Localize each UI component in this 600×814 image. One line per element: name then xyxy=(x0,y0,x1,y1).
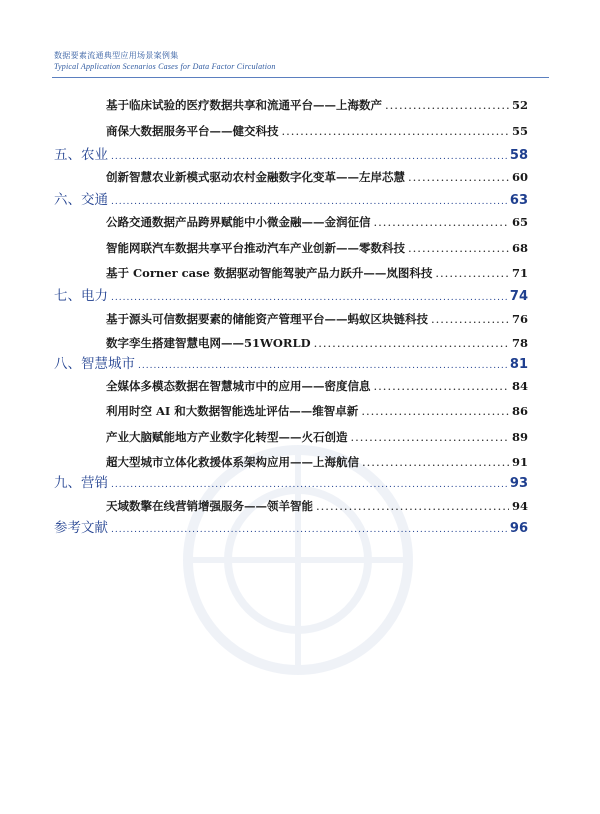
toc-section[interactable] xyxy=(54,143,528,163)
toc-page-number: 89 xyxy=(511,430,528,444)
toc-page-number: 76 xyxy=(511,312,528,326)
toc-entry[interactable] xyxy=(106,265,528,281)
toc-page-number: 71 xyxy=(511,266,528,280)
toc-entry-title: 基于 Corner case 数据驱动智能驾驶产品力跃升——岚图科技 xyxy=(106,266,433,280)
toc-page-number: 93 xyxy=(509,476,528,491)
header-title-cn: 数据要素流通典型应用场景案例集 xyxy=(54,51,179,60)
toc-section-title: 七、电力 xyxy=(54,288,108,304)
toc-page-number: 58 xyxy=(509,148,528,163)
toc-section-title: 参考文献 xyxy=(54,520,108,536)
toc-page-number: 78 xyxy=(511,336,528,350)
toc-entry[interactable] xyxy=(106,429,528,445)
toc-section-title: 九、营销 xyxy=(54,475,108,491)
toc-section[interactable] xyxy=(54,284,528,304)
leader-dots xyxy=(385,98,509,112)
toc-section-title: 五、农业 xyxy=(54,147,108,163)
toc-entry[interactable] xyxy=(106,378,528,394)
toc-page-number: 52 xyxy=(511,98,528,112)
toc-page-number: 55 xyxy=(511,124,528,138)
toc-entry[interactable] xyxy=(106,454,528,470)
leader-dots xyxy=(111,525,507,535)
toc-page-number: 96 xyxy=(509,521,528,536)
leader-dots xyxy=(435,266,509,280)
toc-page-number: 94 xyxy=(511,499,528,513)
leader-dots xyxy=(431,312,509,326)
toc-entry[interactable] xyxy=(106,335,528,351)
toc-entry[interactable] xyxy=(106,123,528,139)
toc-page-number: 68 xyxy=(511,241,528,255)
leader-dots xyxy=(374,215,509,229)
leader-dots xyxy=(111,480,507,490)
toc-entry-title: 利用时空 AI 和大数据智能选址评估——维智卓新 xyxy=(106,404,359,418)
header-divider xyxy=(52,77,549,78)
leader-dots xyxy=(408,241,509,255)
toc-page-number: 86 xyxy=(511,404,528,418)
toc-entry[interactable] xyxy=(106,498,528,514)
toc-page-number: 60 xyxy=(511,170,528,184)
leader-dots xyxy=(111,197,507,207)
leader-dots xyxy=(374,379,509,393)
leader-dots xyxy=(361,404,509,418)
leader-dots xyxy=(111,152,507,162)
header-title-en: Typical Application Scenarios Cases for Data Factor Circulation xyxy=(54,62,276,71)
toc-section[interactable] xyxy=(54,352,528,372)
toc-section[interactable] xyxy=(54,516,528,536)
toc-entry-title: 基于临床试验的医疗数据共享和流通平台——上海数产 xyxy=(106,98,382,112)
toc-entry-title: 数字孪生搭建智慧电网——51WORLD xyxy=(106,336,311,350)
toc-entry-title: 超大型城市立体化救援体系架构应用——上海航信 xyxy=(106,455,359,469)
toc-entry-title: 基于源头可信数据要素的储能资产管理平台——蚂蚁区块链科技 xyxy=(106,312,428,326)
leader-dots xyxy=(314,336,509,350)
leader-dots xyxy=(408,170,509,184)
toc-page-number: 81 xyxy=(509,357,528,372)
toc-section[interactable] xyxy=(54,471,528,491)
toc-entry[interactable] xyxy=(106,311,528,327)
toc-page-number: 91 xyxy=(511,455,528,469)
toc-page-number: 84 xyxy=(511,379,528,393)
leader-dots xyxy=(362,455,509,469)
leader-dots xyxy=(316,499,509,513)
toc-entry-title: 创新智慧农业新模式驱动农村金融数字化变革——左岸芯慧 xyxy=(106,170,405,184)
running-header xyxy=(54,50,276,72)
toc-entry-title: 天域数擎在线营销增强服务——领羊智能 xyxy=(106,499,313,513)
toc-section-title: 八、智慧城市 xyxy=(54,356,135,372)
toc-section[interactable] xyxy=(54,188,528,208)
leader-dots xyxy=(351,430,509,444)
toc-entry-title: 商保大数据服务平台——健交科技 xyxy=(106,124,279,138)
toc-entry[interactable] xyxy=(106,214,528,230)
toc-page-number: 63 xyxy=(509,193,528,208)
toc-entry-title: 公路交通数据产品跨界赋能中小微金融——金润征信 xyxy=(106,215,371,229)
toc-entry-title: 产业大脑赋能地方产业数字化转型——火石创造 xyxy=(106,430,348,444)
leader-dots xyxy=(111,293,507,303)
toc-entry[interactable] xyxy=(106,169,528,185)
toc-entry[interactable] xyxy=(106,403,528,419)
toc-entry[interactable] xyxy=(106,240,528,256)
toc-entry[interactable] xyxy=(106,97,528,113)
toc-entry-title: 全媒体多模态数据在智慧城市中的应用——密度信息 xyxy=(106,379,371,393)
toc-section-title: 六、交通 xyxy=(54,192,108,208)
leader-dots xyxy=(138,361,507,371)
leader-dots xyxy=(282,124,509,138)
toc-page-number: 65 xyxy=(511,215,528,229)
toc-page-number: 74 xyxy=(509,289,528,304)
toc-entry-title: 智能网联汽车数据共享平台推动汽车产业创新——零数科技 xyxy=(106,241,405,255)
